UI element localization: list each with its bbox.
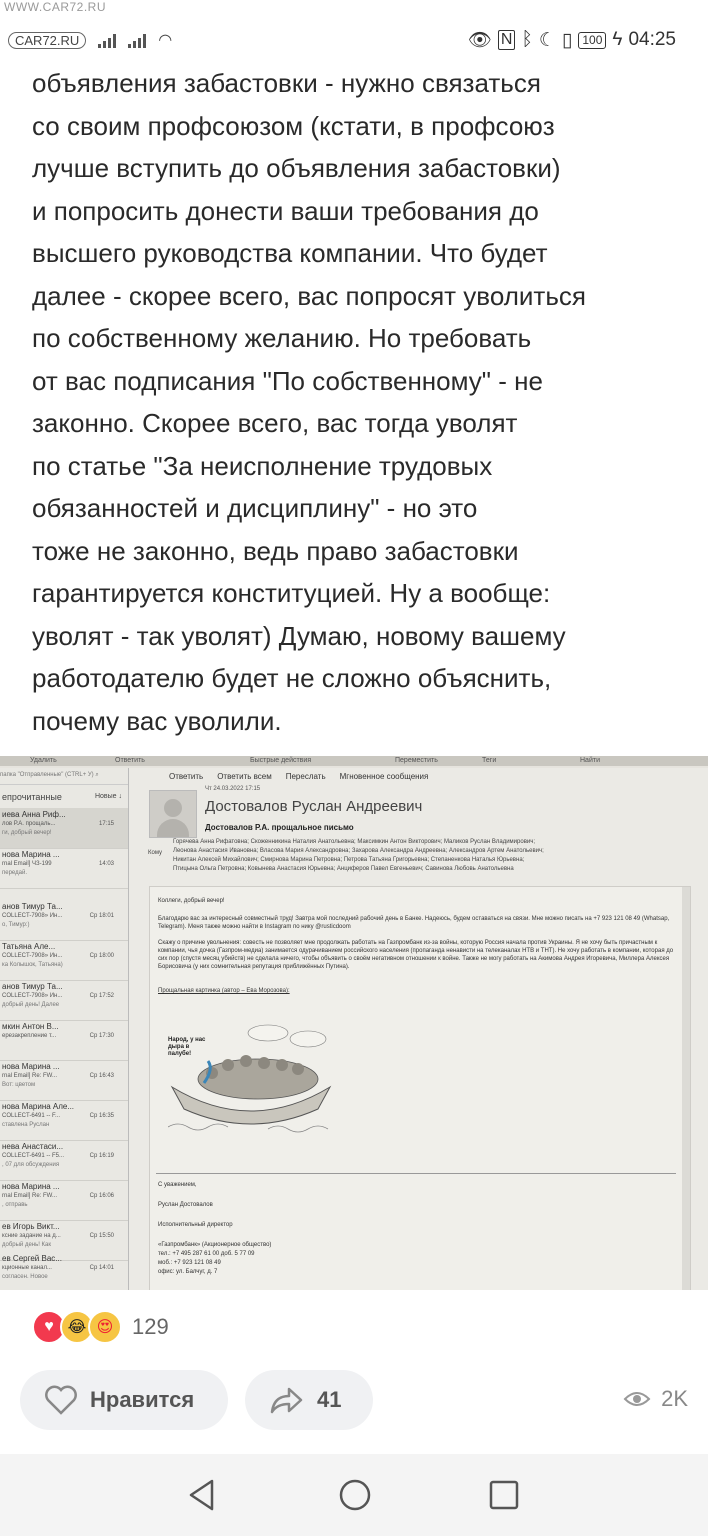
mail-preview: Вот: цветом [2,1082,36,1088]
forward-action: Переслать [285,772,326,781]
mail-subject: COLLECT-6491 -- F... [2,1113,61,1119]
mail-date: Ср 16:19 [89,1153,114,1159]
recipients-line: Птицына Ольга Петровна; Ковынева Анастасия Юрьевна; Анциферов Павел Евгеньевич; Савинова Любовь Анатольевна [173,866,514,872]
im-action: Мгновенное сообщения [339,772,429,781]
mail-date: Ср 15:50 [89,1233,114,1239]
moon-icon: ☾ [538,29,556,51]
watermark-logo: CAR72.RU [8,32,86,49]
reactions-summary[interactable] [32,1310,169,1344]
signature-office: офис: ул. Балчуг, д. 7 [158,1269,218,1275]
mail-date: Ср 14:01 [89,1265,114,1271]
signature-divider [156,1173,676,1174]
post-line: объявления забастовки - нужно связаться [32,68,541,98]
search-icon: ⌕ [95,772,99,778]
post-line: тоже не законно, ведь право забастовки [32,535,519,566]
reading-actions [169,772,428,781]
mail-sender: анов Тимур Та... [2,902,63,911]
email-scrollbar [682,887,690,1290]
mail-preview: согласен. Новое [2,1274,48,1280]
post-line: по собственному желанию. Но требовать [32,323,532,353]
views-count: 2K [661,1386,688,1411]
vibrate-icon: ▯ [561,29,573,51]
eye-icon: 👁 [467,30,492,51]
post-line: гарантируется конституцией. Ну а вообще: [32,578,551,608]
love-eyes-reaction-icon: 😍 [88,1310,122,1344]
signal-icon [98,32,116,48]
mail-subject: rnal Email] Re: FW... [2,1073,58,1079]
mail-sender: анов Тимур Та... [2,982,63,991]
views-counter [623,1386,688,1412]
post-line: обязанностей и дисциплину" - но это [32,493,478,523]
mail-item [0,1100,128,1141]
nfc-icon: N [498,30,516,50]
post-line: далее - скорее всего, вас попросят уволиться [32,280,586,311]
mail-list [0,768,129,1290]
status-left [8,30,172,50]
recipients [173,838,693,874]
mail-sender: нова Марина ... [2,1062,60,1071]
back-icon[interactable] [186,1478,218,1512]
bluetooth-icon: ᛒ [521,29,533,50]
mail-sender: иева Анна Риф... [2,810,66,819]
mail-preview: ги, добрый вечер! [2,830,52,836]
mail-date: Ср 16:06 [89,1193,114,1199]
ribbon-label: Переместить [395,757,438,764]
share-count: 41 [317,1387,342,1412]
search-text: папка "Отправленные" (CTRL+ У) [0,772,94,778]
watermark-url: WWW.CAR72.RU [4,0,106,14]
post-line: высшего руководства компании. Что будет [32,238,548,268]
signature-mob: моб.: +7 923 121 08 49 [158,1260,221,1266]
email-body [149,886,691,1290]
mail-preview: , отправь [2,1202,28,1208]
mail-item [0,1140,128,1181]
mail-subject: лов Р.А. прощаль... [2,821,56,827]
sender-avatar [149,790,197,838]
sign-off: С уважением, [158,1182,197,1188]
reply-action: Ответить [169,772,204,781]
recents-icon[interactable] [488,1478,520,1512]
mail-subject: rnal Email] Re: FW... [2,1193,58,1199]
signature-tel: тел.: +7 495 287 61 00 доб. 5 77 09 [158,1251,255,1257]
post-line: уволят - так уволят) Думаю, новому вашему [32,620,566,651]
system-navbar [0,1454,708,1536]
mail-subject: кционные канал... [2,1265,52,1271]
clock: 04:25 [628,29,676,50]
heart-icon [44,1385,78,1415]
mail-preview: , 07 для обсуждения [2,1162,60,1168]
mail-sender: ев Сергей Вас... [2,1254,62,1263]
ribbon-label: Теги [482,757,497,764]
mail-preview: добрый день! Как [2,1242,52,1248]
mail-sender: ев Игорь Викт... [2,1222,60,1231]
mail-subject: ксние задание на д... [2,1233,61,1239]
mail-subject: ерезакрепление т... [2,1033,57,1039]
mail-search [0,772,128,785]
mail-item [0,1060,128,1101]
laugh-reaction-icon: 😂 [60,1310,94,1344]
mail-preview: о, Тимур:) [2,922,30,928]
mail-date: Ср 17:30 [89,1033,114,1039]
mail-list-header [0,790,128,806]
like-button[interactable] [20,1370,228,1430]
status-right [468,28,676,52]
post-line: от вас подписания "По собственному" - не [32,365,543,396]
post-line: со своим профсоюзом (кстати, в профсоюз [32,110,555,141]
mail-date: Ср 18:00 [89,953,114,959]
mail-preview: ка Колышок, Татьяна) [2,962,63,968]
mail-sender: нова Марина ... [2,1182,60,1191]
post-line: почему вас уволили. [32,705,282,736]
share-button[interactable] [245,1370,373,1430]
recipients-line: Горячева Анна Рифатовна; Скоженникина Наталия Анатольевна; Максимкин Антон Викторович; Маликов Руслан Владимирович; [173,839,536,845]
heart-reaction-icon: ♥ [32,1310,66,1344]
ribbon-label: Ответить [115,757,145,764]
mail-date: Ср 16:35 [89,1113,114,1119]
recipients-line: Никитан Алексей Михайлович; Смирнова Марина Петровна; Петрова Татьяна Григорьевна; Степаненкова Наталья Юрьевна; [173,857,525,863]
post-line: законно. Скорее всего, вас тогда уволят [32,408,518,438]
mail-date: Ср 18:01 [89,913,114,919]
mail-item [0,900,128,941]
post-text [32,62,682,742]
cartoon-image [168,1017,334,1135]
post-photo[interactable] [0,756,708,1290]
cartoon-drawing [168,1017,334,1135]
email-sender: Достовалов Руслан Андреевич [205,798,423,815]
mail-preview: добрый день! Далее [2,1002,60,1008]
share-arrow-icon [269,1385,305,1415]
mail-subject: rnal Email] ЧЗ-199 [2,861,52,867]
mail-sender: мкин Антон В... [2,1022,59,1031]
email-subject: Достовалов Р.А. прощальное письмо [205,823,354,832]
post-line: и попросить донести ваши требования до [32,195,539,226]
reply-all-action: Ответить всем [217,772,272,781]
email-greeting: Коллеги, добрый вечер! [158,898,225,904]
mail-date: Ср 17:52 [89,993,114,999]
mail-preview: передай. [2,870,27,876]
mail-item [0,1252,128,1290]
mail-date: Ср 16:43 [89,1073,114,1079]
email-picture-caption: Прощальная картинка (автор – Ева Морозова): [158,988,290,994]
mail-item [0,940,128,981]
outlook-ribbon [0,756,708,766]
photo-screen [0,756,708,1290]
mail-item [0,848,128,889]
mail-sender: нова Марина Але... [2,1102,75,1111]
reading-pane [129,768,708,1290]
like-label: Нравится [90,1387,195,1412]
ribbon-label: Удалить [30,757,57,764]
sort-label: Новые ↓ [94,793,122,800]
mail-sender: нева Анастаси... [2,1142,64,1151]
charging-icon: ϟ [612,29,623,50]
status-bar [0,28,708,62]
reactions-count: 129 [132,1314,169,1339]
mail-subject: COLLECT-6491 -- F5... [2,1153,65,1159]
post-line: по статье "За неисполнение трудовых [32,450,493,481]
mail-date: 17:15 [98,821,114,827]
mail-sender: Татьяна Але... [2,942,56,951]
battery-icon: 100 [578,32,606,49]
email-paragraph: Скажу о причине увольнения: совесть не позволяет мне продолжать работать на Газпромбанк из-за войны, которую Россия начала против Украины. Я не хочу быть причастным к компании, чья дочка (Газпром-медиа) занимается одурачиванием российского населения (пропаганда ненависти на телеканалах НТВ и ТНТ). Не хочу работать в компании, которая до сих пор (спустя месяц убийств) не сделала ничего, чтобы объявить о своём негативном отношении к войне. Также не могу работать на Акимова Андрея Игоревича, Миллера Алексея Борисовича (у них сомнительная репутация приближённых Путина). [158,940,674,970]
recipients-label: Кому [148,850,163,856]
filter-label: епрочитанные [2,792,62,802]
eye-views-icon [623,1389,651,1409]
signature-company: «Газпромбанк» (Акционерное общество) [158,1242,272,1248]
ribbon-label: Быстрые действия [250,757,312,764]
mail-sender: нова Марина ... [2,850,60,859]
mail-item [0,1180,128,1221]
mail-subject: COLLECT-7908» Ин... [2,953,63,959]
mail-preview: ставлена Руслан [2,1122,50,1128]
ribbon-label: Найти [580,757,600,764]
mail-item [0,980,128,1021]
mail-subject: COLLECT-7908» Ин... [2,993,63,999]
mail-item [0,808,128,849]
signature-name: Руслан Достовалов [158,1202,213,1208]
mail-date: 14:03 [98,861,114,867]
home-icon[interactable] [338,1478,372,1512]
signature-position: Исполнительный директор [158,1222,233,1228]
cartoon-caption: Народ, у нас дыра в палубе! [168,1037,206,1057]
post-line: работодателю будет не сложно объяснить, [32,663,552,693]
email-paragraph: Благодарю вас за интересный совместный труд! Завтра мой последний рабочий день в Банке. Надеюсь, будем оставаться на связи. Мне можно писать на +7 923 121 08 49 (Whatsap, Telegram). Меня также можно найти в Instagram по нику @rusticdoom [158,916,670,930]
recipients-line: Леонова Анастасия Ивановна; Власова Мария Александровна; Захарова Александра Андреевна; Александров Артем Анатольевич; [173,848,544,854]
mail-item [0,1020,128,1061]
mail-subject: COLLECT-7908» Ин... [2,913,63,919]
email-date: Чт 24.03.2022 17:15 [205,786,261,792]
post-line: лучше вступить до объявления забастовки) [32,153,561,183]
wifi-icon: ◠ [158,32,173,49]
signal-2-icon [128,32,146,48]
